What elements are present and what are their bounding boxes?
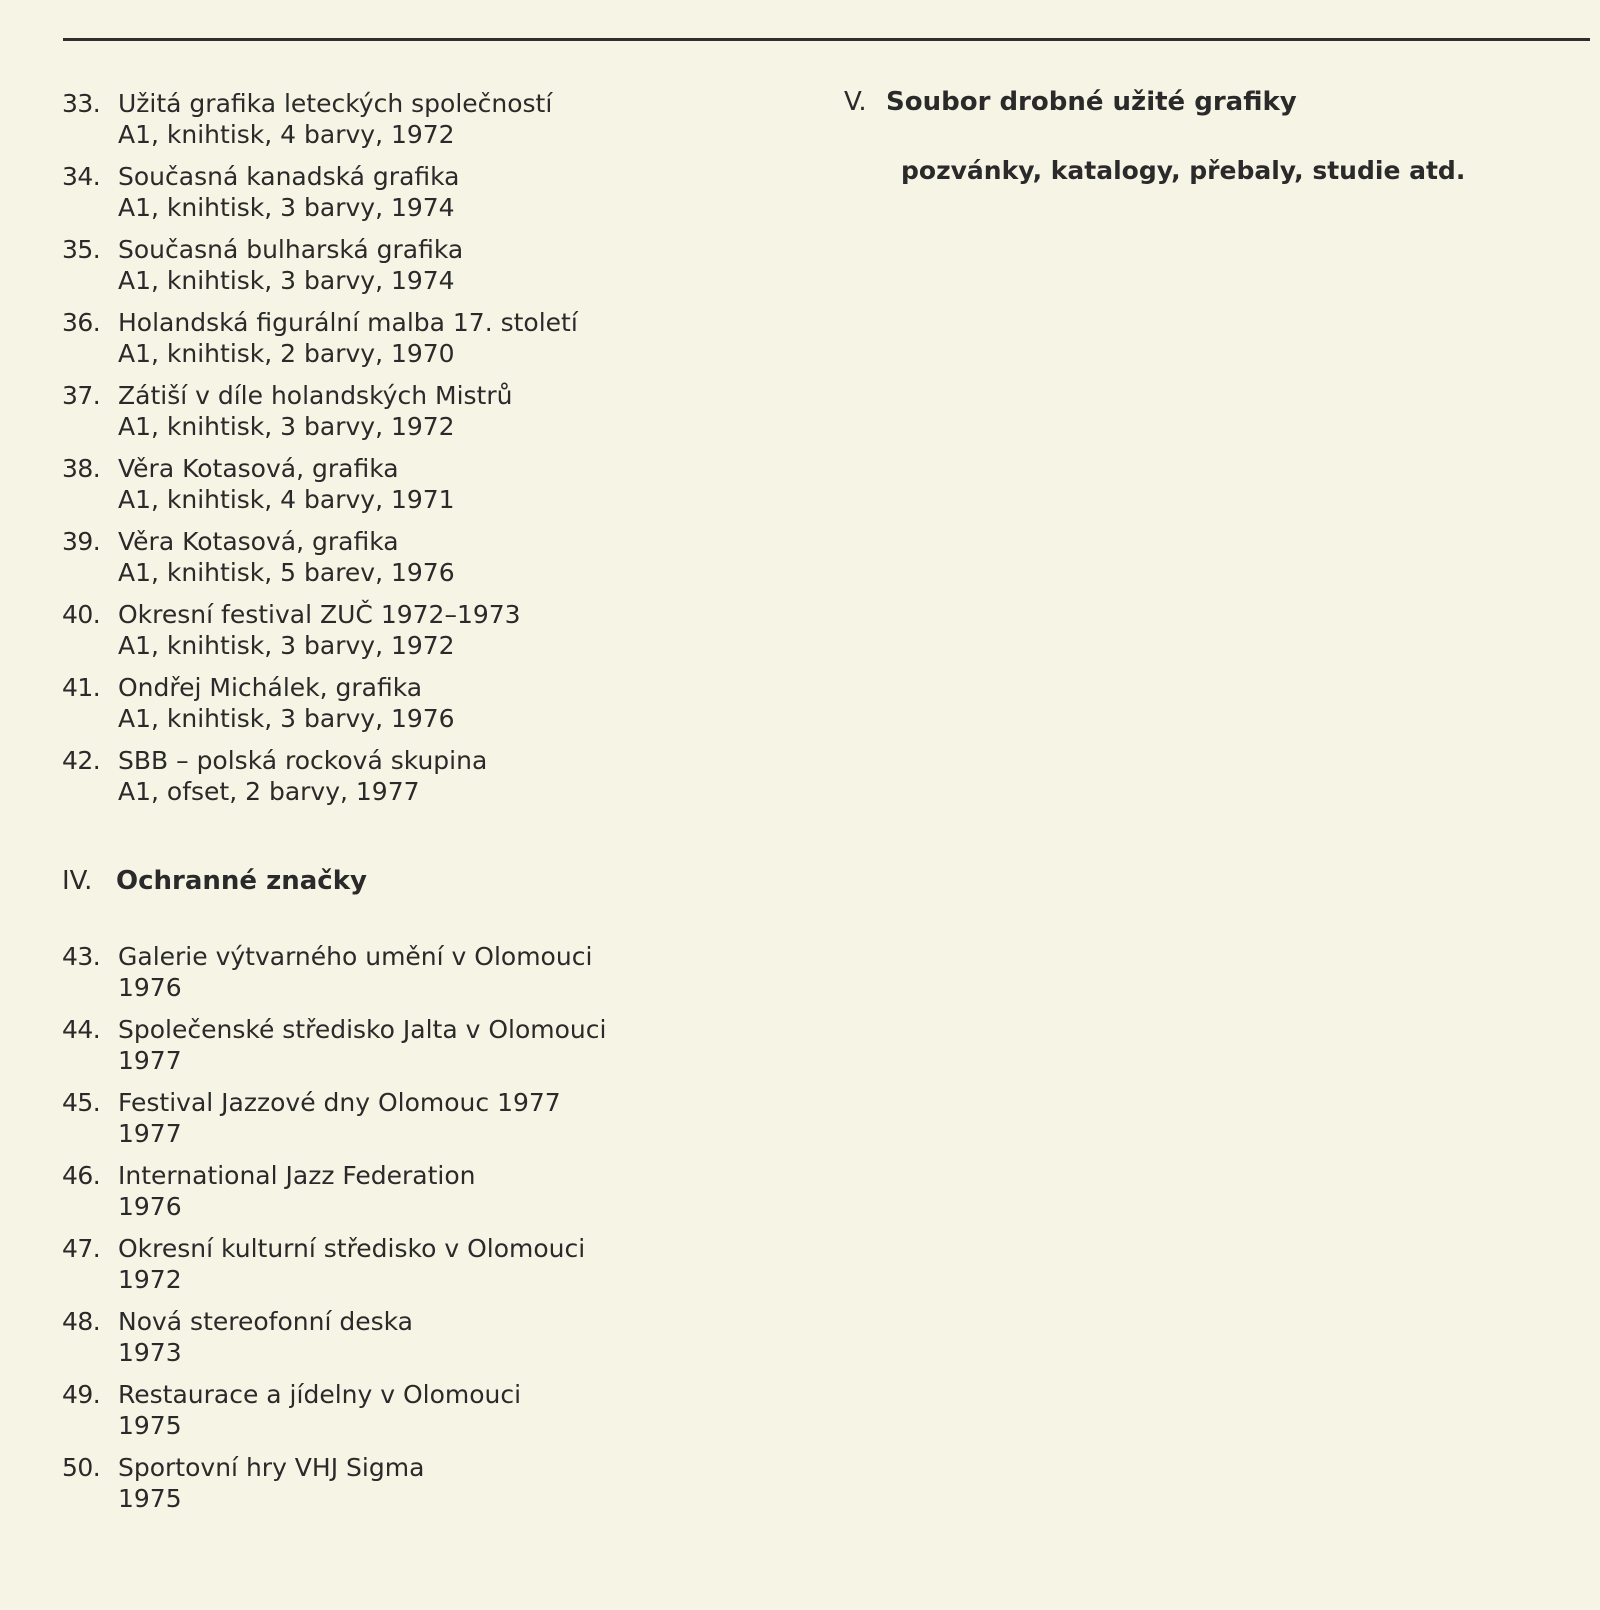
item-title: Sportovní hry VHJ Sigma	[118, 1453, 425, 1482]
item-number: 37.	[62, 381, 101, 410]
item-body	[118, 88, 742, 150]
item-body	[118, 1014, 742, 1076]
left-column	[62, 88, 742, 1525]
item-detail: A1, knihtisk, 3 barvy, 1972	[118, 412, 455, 441]
item-title: International Jazz Federation	[118, 1161, 476, 1190]
item-number: 50.	[62, 1453, 101, 1482]
item-title: Věra Kotasová, grafika	[118, 454, 399, 483]
section-subtitle: pozvánky, katalogy, přebaly, studie atd.	[901, 156, 1466, 185]
item-number: 43.	[62, 942, 101, 971]
item-title: Holandská figurální malba 17. století	[118, 308, 578, 337]
item-body	[118, 1452, 742, 1514]
poster-list	[62, 88, 742, 807]
section-title: Ochranné značky	[116, 866, 367, 896]
item-detail: A1, knihtisk, 3 barvy, 1976	[118, 704, 455, 733]
item-number: 47.	[62, 1234, 101, 1263]
item-number: 41.	[62, 673, 101, 702]
right-column	[844, 86, 1564, 185]
list-item	[62, 234, 742, 296]
item-detail: 1976	[118, 1192, 182, 1221]
list-item	[62, 1452, 742, 1514]
item-title: Okresní kulturní středisko v Olomouci	[118, 1234, 586, 1263]
item-title: Ondřej Michálek, grafika	[118, 673, 423, 702]
section-heading-v	[844, 86, 1564, 118]
item-number: 38.	[62, 454, 101, 483]
item-body	[118, 1306, 742, 1368]
list-item	[62, 672, 742, 734]
item-detail: A1, knihtisk, 4 barvy, 1972	[118, 120, 455, 149]
item-number: 44.	[62, 1015, 101, 1044]
top-rule	[63, 38, 1590, 41]
item-title: Festival Jazzové dny Olomouc 1977	[118, 1088, 561, 1117]
item-number: 39.	[62, 527, 101, 556]
list-item	[62, 88, 742, 150]
item-number: 46.	[62, 1161, 101, 1190]
item-number: 48.	[62, 1307, 101, 1336]
item-number: 35.	[62, 235, 101, 264]
item-body	[118, 161, 742, 223]
item-title: Zátiší v díle holandských Mistrů	[118, 381, 513, 410]
item-body	[118, 234, 742, 296]
item-title: Věra Kotasová, grafika	[118, 527, 399, 556]
list-item	[62, 161, 742, 223]
item-number: 45.	[62, 1088, 101, 1117]
item-body	[118, 745, 742, 807]
item-detail: A1, knihtisk, 3 barvy, 1974	[118, 193, 455, 222]
item-title: Okresní festival ZUČ 1972–1973	[118, 600, 521, 629]
item-detail: 1973	[118, 1338, 182, 1367]
item-title: SBB – polská rocková skupina	[118, 746, 488, 775]
item-title: Užitá grafika leteckých společností	[118, 89, 553, 118]
item-body	[118, 1160, 742, 1222]
item-detail: 1972	[118, 1265, 182, 1294]
item-number: 49.	[62, 1380, 101, 1409]
item-detail: 1975	[118, 1484, 182, 1513]
list-item	[62, 453, 742, 515]
list-item	[62, 1233, 742, 1295]
item-detail: A1, knihtisk, 3 barvy, 1972	[118, 631, 455, 660]
list-item	[62, 1014, 742, 1076]
item-body	[118, 1087, 742, 1149]
item-number: 36.	[62, 308, 101, 337]
section-number: V.	[844, 87, 867, 117]
item-body	[118, 453, 742, 515]
list-item	[62, 599, 742, 661]
item-detail: 1977	[118, 1119, 182, 1148]
item-title: Současná bulharská grafika	[118, 235, 464, 264]
list-item	[62, 526, 742, 588]
item-body	[118, 307, 742, 369]
section-number: IV.	[62, 866, 93, 896]
section-title: Soubor drobné užité grafiky	[886, 87, 1297, 117]
item-detail: A1, knihtisk, 2 barvy, 1970	[118, 339, 455, 368]
trademark-list	[62, 941, 742, 1514]
list-item	[62, 1160, 742, 1222]
item-number: 40.	[62, 600, 101, 629]
item-detail: A1, knihtisk, 3 barvy, 1974	[118, 266, 455, 295]
item-number: 34.	[62, 162, 101, 191]
list-item	[62, 1379, 742, 1441]
item-body	[118, 941, 742, 1003]
list-item	[62, 941, 742, 1003]
item-number: 42.	[62, 746, 101, 775]
item-body	[118, 599, 742, 661]
item-body	[118, 672, 742, 734]
item-body	[118, 380, 742, 442]
item-detail: A1, ofset, 2 barvy, 1977	[118, 777, 420, 806]
item-title: Společenské středisko Jalta v Olomouci	[118, 1015, 607, 1044]
item-body	[118, 1379, 742, 1441]
section-heading-iv	[62, 865, 742, 897]
item-detail: A1, knihtisk, 4 barvy, 1971	[118, 485, 455, 514]
item-detail: 1975	[118, 1411, 182, 1440]
list-item	[62, 1306, 742, 1368]
list-item	[62, 745, 742, 807]
list-item	[62, 1087, 742, 1149]
item-number: 33.	[62, 89, 101, 118]
item-title: Současná kanadská grafika	[118, 162, 460, 191]
item-detail: A1, knihtisk, 5 barev, 1976	[118, 558, 455, 587]
item-title: Galerie výtvarného umění v Olomouci	[118, 942, 593, 971]
item-detail: 1977	[118, 1046, 182, 1075]
list-item	[62, 380, 742, 442]
item-title: Restaurace a jídelny v Olomouci	[118, 1380, 522, 1409]
item-detail: 1976	[118, 973, 182, 1002]
item-body	[118, 526, 742, 588]
item-body	[118, 1233, 742, 1295]
item-title: Nová stereofonní deska	[118, 1307, 413, 1336]
list-item	[62, 307, 742, 369]
